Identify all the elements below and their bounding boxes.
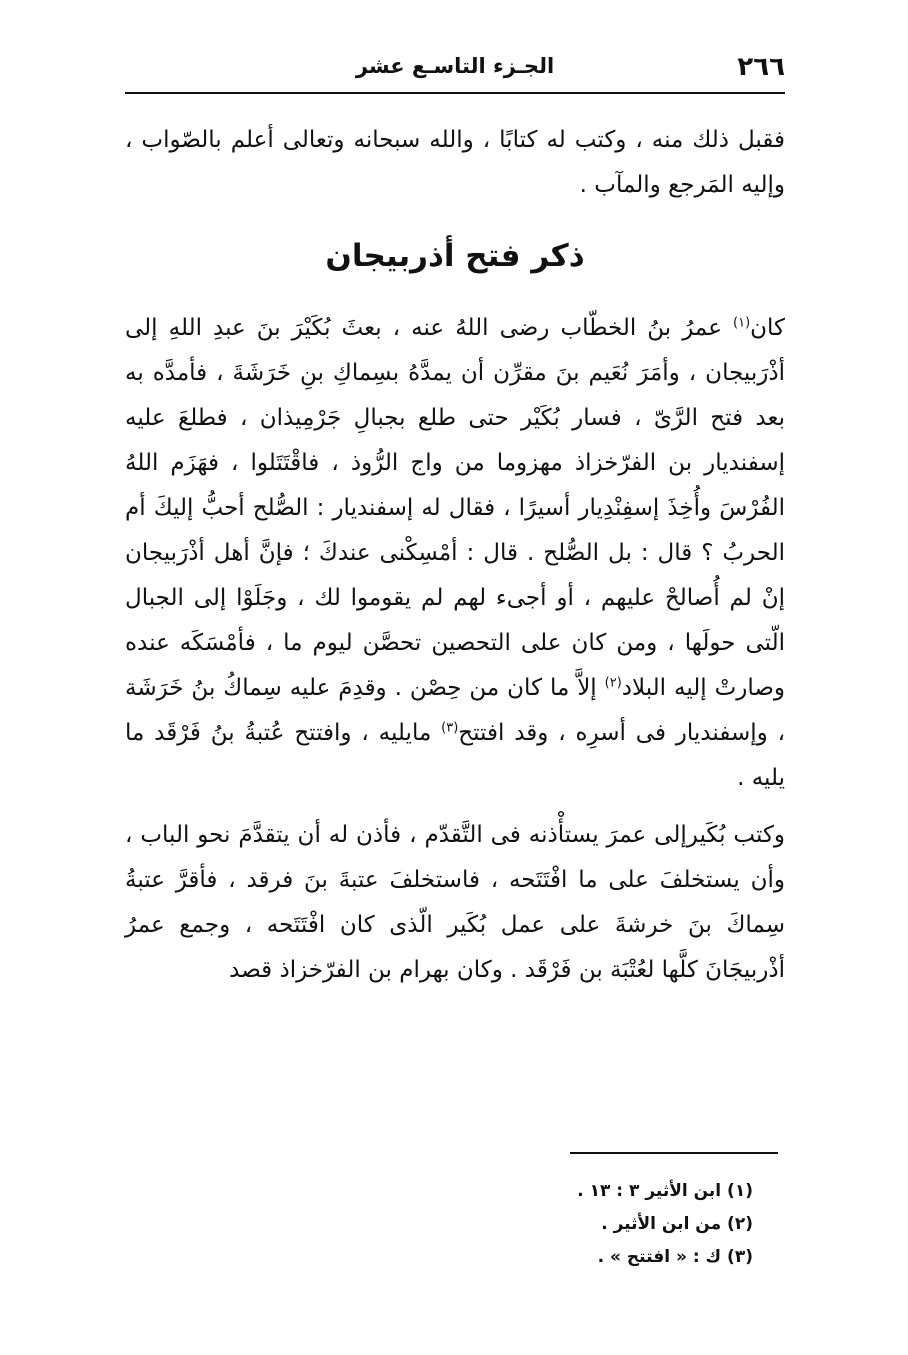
page-header bbox=[125, 48, 785, 88]
intro-paragraph: فقبل ذلك منه ، وكتب له كتابًا ، والله سبحانه وتعالى أعلم بالصّواب ، وإليه المَرجع والمآب . bbox=[125, 127, 785, 198]
paragraph-1-part-c: إلاَّ ما كان من حِصْن . وقدِمَ عليه سِماكُ بنُ خَرَشَة ، وإسفنديار فى أسرِه ، وقد افتتح bbox=[125, 675, 785, 746]
paragraph-1 bbox=[125, 306, 785, 801]
footnote-1: (١) ابن الأثير ٣ : ١٣ . bbox=[577, 1181, 753, 1201]
footnote-2: (٢) من ابن الأثير . bbox=[601, 1214, 753, 1234]
running-title: الجـزء التاسـع عشر bbox=[355, 54, 555, 78]
paragraph-1-part-a: كان bbox=[750, 315, 785, 341]
footnote-3: (٣) ك : « افتتح » . bbox=[597, 1247, 753, 1267]
footnote-marker-2: (٢) bbox=[604, 675, 622, 691]
paragraph-1-part-b: عمرُ بنُ الخطّاب رضى اللهُ عنه ، بعثَ بُكَيْرَ بنَ عبدِ اللهِ إلى أذْرَبيجان ، وأمَرَ نُعَيم بنَ مقرِّن أن يمدَّهُ بسِماكِ بنِ خَرَشَةَ ، فأمدَّه به بعد فتح الرَّىّ ، فسار بُكَيْر حتى طلع بجبالِ جَرْمِيذان ، فطلعَ عليه إسفنديار بن الفرّخزاذ مهزوما من واج الرُّوذ ، فاقْتَتَلوا ، فهَزَم اللهُ الفُرْسَ وأُخِذَ إسفِنْدِيار أسيرًا ، فقال له إسفنديار : الصُّلح أحبُّ إليكَ أم الحربُ ؟ قال : بل الصُّلح . قال : أمْسِكْنى عندكَ ؛ فإنَّ أهل أذْرَبيجان إنْ لم أُصالحْ عليهم ، أو أجىء لهم لم يقوموا لك ، وجَلَوْا إلى الجبال الّتى حولَها ، ومن كان على التحصين تحصَّن ليوم ما ، فأمْسَكَه عنده وصارتْ إليه البلاد bbox=[125, 315, 785, 701]
section-heading: ذكر فتح أذربيجان bbox=[325, 238, 585, 274]
body-text bbox=[125, 118, 785, 993]
footnote-marker-3: (٣) bbox=[441, 720, 459, 736]
header-rule bbox=[125, 92, 785, 94]
footnotes bbox=[453, 1175, 753, 1274]
paragraph-2: وكتب بُكَيرإلى عمرَ يستأْذنه فى التَّقدّم ، فأذن له أن يتقدَّمَ نحو الباب ، وأن يستخلفَ على ما افْتَتَحه ، فاستخلفَ عتبةَ بنَ فرقد ، فأقرَّ عتبةُ سِماكَ بنَ خرشةَ على عمل بُكَير الّذى كان افْتَتَحه ، وجمع عمرُ أذْربيجَانَ كلَّها لعُتْبَة بن فَرْقَد . وكان بهرام بن الفرّخزاذ قصد bbox=[125, 822, 785, 983]
footnote-rule bbox=[570, 1152, 778, 1154]
page-number: ٢٦٦ bbox=[737, 52, 785, 82]
paragraph-1-part-d: مايليه ، وافتتح عُتبةُ بنُ فَرْقَد ما يليه . bbox=[125, 720, 785, 791]
footnote-marker-1: (١) bbox=[733, 315, 751, 331]
